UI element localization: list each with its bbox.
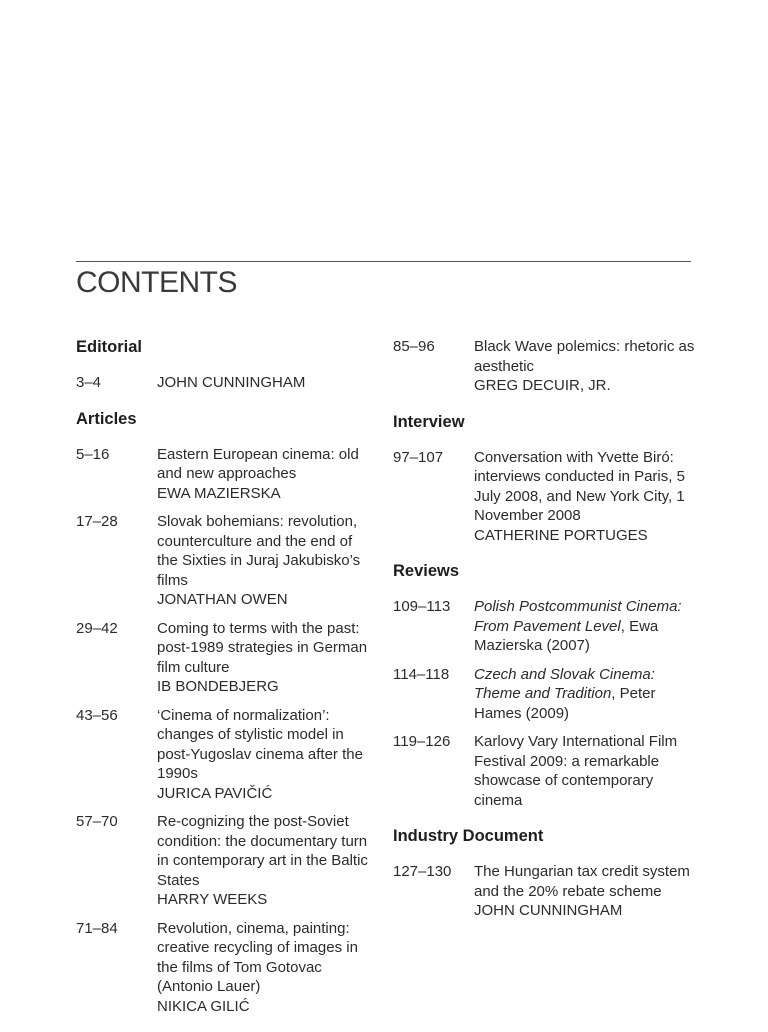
work-title: Polish Postcommunist Cinema: From Pavement Level bbox=[474, 598, 682, 635]
contents-entry bbox=[76, 619, 376, 697]
entry-title: Revolution, cinema, painting: creative recycling of images in the films of Tom Gotovac (Antonio Lauer) bbox=[157, 919, 358, 995]
contents-entry bbox=[393, 448, 695, 546]
page-range: 114–118 bbox=[393, 665, 450, 683]
header-rule bbox=[76, 261, 691, 262]
page-range: 97–107 bbox=[393, 448, 444, 466]
entry-detail bbox=[157, 812, 376, 910]
entry-author: JONATHAN OWEN bbox=[157, 591, 288, 608]
entry-detail bbox=[474, 597, 695, 656]
entry-author: NIKICA GILIĆ bbox=[157, 997, 250, 1015]
entry-title: Slovak bohemians: revolution, counterculture and the end of the Sixties in Juraj Jakubisko’s films bbox=[157, 513, 361, 589]
contents-entry bbox=[76, 706, 376, 804]
page-range: 3–4 bbox=[76, 374, 102, 391]
page-range: 85–96 bbox=[393, 338, 435, 355]
section-heading: Interview bbox=[393, 412, 465, 431]
page-title: CONTENTS bbox=[76, 266, 237, 299]
entry-author: EWA MAZIERSKA bbox=[157, 484, 281, 502]
entry-author: JOHN CUNNINGHAM bbox=[157, 374, 306, 391]
entry-detail bbox=[157, 919, 376, 1017]
entry-title: Black Wave polemics: rhetoric as aesthetic bbox=[474, 338, 695, 375]
entry-detail bbox=[157, 445, 376, 504]
entry-author: GREG DECUIR, JR. bbox=[474, 377, 611, 394]
work-title: Czech and Slovak Cinema: Theme and Tradition bbox=[474, 665, 655, 702]
entry-title: Conversation with Yvette Biró: interviews conducted in Paris, 5 July 2008, and New York City, 1 November 2008 bbox=[474, 448, 685, 524]
contents-entry bbox=[393, 862, 695, 921]
contents-entry bbox=[393, 732, 695, 810]
contents-entry bbox=[76, 919, 376, 1017]
entry-title: The Hungarian tax credit system and the 20% rebate scheme bbox=[474, 863, 690, 900]
entry-detail bbox=[474, 337, 695, 396]
page-range: 127–130 bbox=[393, 863, 452, 880]
page-range: 5–16 bbox=[76, 445, 110, 463]
contents-entry bbox=[76, 445, 376, 504]
entry-author: CATHERINE PORTUGES bbox=[474, 526, 648, 544]
entry-author: JOHN CUNNINGHAM bbox=[474, 902, 623, 919]
contents-right-column bbox=[393, 337, 695, 937]
entry-detail bbox=[157, 512, 376, 610]
section-heading: Articles bbox=[76, 409, 137, 428]
page-range: 119–126 bbox=[393, 733, 451, 750]
entry-title: , Ewa Mazierska (2007) bbox=[474, 617, 659, 654]
entry-title: Karlovy Vary International Film Festival 2009: a remarkable showcase of contemporary cinema bbox=[474, 733, 678, 809]
page-range: 71–84 bbox=[76, 919, 118, 937]
page-range: 109–113 bbox=[393, 598, 451, 615]
entry-title: Re-cognizing the post-Soviet condition: the documentary turn in contemporary art in the Baltic States bbox=[157, 813, 368, 889]
entry-detail bbox=[157, 619, 376, 697]
contents-entry bbox=[393, 597, 695, 656]
page-range: 17–28 bbox=[76, 513, 118, 530]
entry-detail bbox=[474, 448, 695, 546]
page-range: 57–70 bbox=[76, 813, 118, 830]
contents-entry bbox=[393, 337, 695, 396]
entry-author: IB BONDEBJERG bbox=[157, 678, 279, 695]
section-heading: Editorial bbox=[76, 338, 143, 356]
contents-entry bbox=[76, 812, 376, 910]
entry-title: Eastern European cinema: old and new approaches bbox=[157, 445, 359, 482]
entry-detail bbox=[474, 665, 695, 724]
page-range: 43–56 bbox=[76, 706, 118, 724]
entry-detail bbox=[157, 706, 376, 804]
entry-author: JURICA PAVIČIĆ bbox=[157, 784, 273, 802]
section-heading: Industry Document bbox=[393, 827, 544, 845]
entry-title: ‘Cinema of normalization’: changes of stylistic model in post-Yugoslav cinema after the 1990s bbox=[157, 706, 363, 782]
entry-title: , Peter Hames (2009) bbox=[474, 685, 656, 722]
entry-detail bbox=[474, 862, 695, 921]
contents-entry bbox=[76, 373, 376, 393]
contents-left-column bbox=[76, 337, 376, 1032]
contents-entry bbox=[393, 665, 695, 724]
entry-author: HARRY WEEKS bbox=[157, 891, 268, 908]
entry-detail bbox=[474, 732, 695, 810]
entry-detail bbox=[157, 373, 376, 393]
section-heading: Reviews bbox=[393, 562, 460, 580]
entry-title: Coming to terms with the past: post-1989 strategies in German film culture bbox=[157, 619, 368, 676]
contents-entry bbox=[76, 512, 376, 610]
page-range: 29–42 bbox=[76, 619, 118, 637]
